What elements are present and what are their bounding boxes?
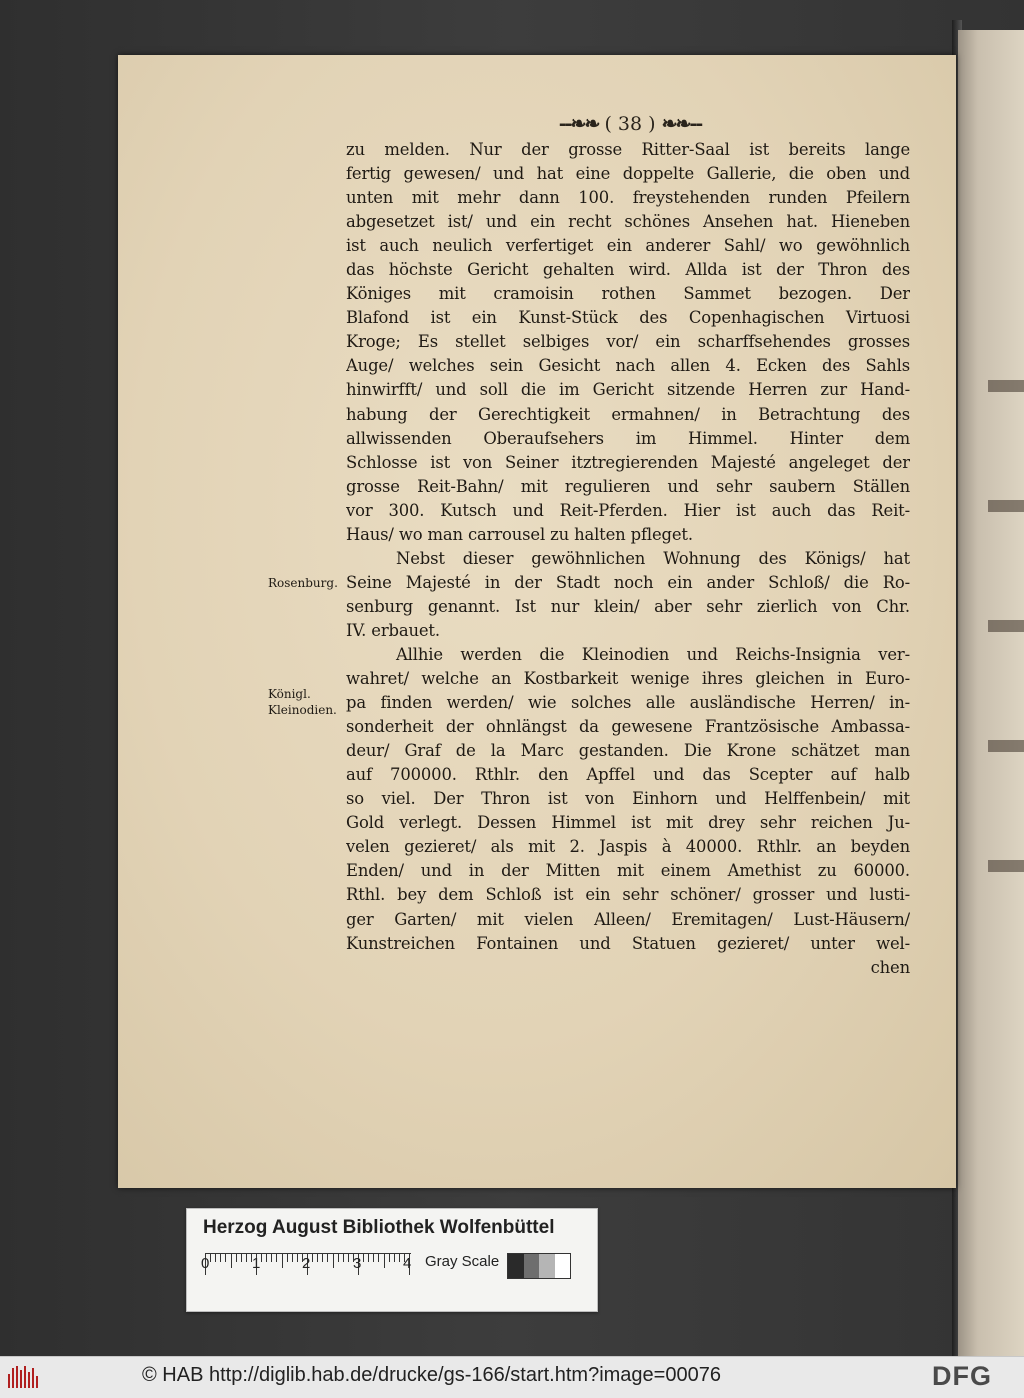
gray-swatch bbox=[555, 1254, 571, 1278]
ruler-tick bbox=[292, 1253, 293, 1262]
text-line: Rthl. bey dem Schloß ist ein sehr schöner/ grosser und lusti- bbox=[346, 885, 910, 905]
text-line: sonderheit der ohnlängst da gewesene Frantzösische Ambassa- bbox=[346, 717, 910, 737]
facing-page-text-fragment bbox=[988, 500, 1024, 526]
ruler-number: 1 bbox=[252, 1255, 261, 1272]
gray-scale-swatches bbox=[507, 1253, 571, 1279]
copyright-url[interactable]: © HAB http://diglib.hab.de/drucke/gs-166/start.htm?image=00076 bbox=[142, 1364, 721, 1386]
text-line: Blafond ist ein Kunst-Stück des Copenhagischen Virtuosi bbox=[346, 308, 910, 328]
margin-note-rosenburg: Rosenburg. bbox=[268, 576, 338, 590]
text-line: allwissenden Oberaufsehers im Himmel. Hinter dem bbox=[346, 428, 910, 448]
ruler-tick bbox=[282, 1253, 283, 1268]
ruler-tick bbox=[389, 1253, 390, 1262]
ruler-tick bbox=[384, 1253, 385, 1268]
text-line: unten mit mehr dann 100. freystehenden runden Pfeilern bbox=[346, 188, 910, 208]
text-line: Kroge; Es stellet selbiges vor/ ein scharffsehendes grosses bbox=[346, 332, 910, 352]
text-line: Kunstreichen Fontainen und Statuen gezieret/ unter wel- bbox=[346, 933, 910, 953]
text-line: pa finden werden/ wie solches alle ausländische Herren/ in- bbox=[346, 693, 910, 713]
ruler-tick bbox=[378, 1253, 379, 1262]
ruler-tick bbox=[236, 1253, 237, 1262]
text-line: grosse Reit-Bahn/ mit regulieren und sehr saubern Ställen bbox=[346, 476, 910, 496]
ruler-tick bbox=[220, 1253, 221, 1262]
margin-note-kleinodien: Kleinodien. bbox=[268, 703, 337, 717]
color-reference-card bbox=[186, 1208, 598, 1312]
library-name: Herzog August Bibliothek Wolfenbüttel bbox=[203, 1217, 555, 1238]
facing-page-text-fragment bbox=[988, 740, 1024, 766]
ruler-tick bbox=[246, 1253, 247, 1262]
text-line: deur/ Graf de la Marc gestanden. Die Krone schätzet man bbox=[346, 741, 910, 761]
gray-swatch bbox=[524, 1254, 540, 1278]
catchword: chen bbox=[870, 957, 910, 977]
ruler-tick bbox=[276, 1253, 277, 1262]
ruler-number: 3 bbox=[353, 1255, 362, 1272]
ruler-tick bbox=[312, 1253, 313, 1262]
gray-scale-label: Gray Scale bbox=[425, 1253, 500, 1270]
text-line: ger Garten/ mit vielen Alleen/ Eremitagen/ Lust-Häusern/ bbox=[346, 909, 910, 929]
ruler-tick bbox=[231, 1253, 232, 1268]
hab-logo-icon bbox=[8, 1366, 42, 1388]
text-line: Seine Majesté in der Stadt noch ein ander Schloß/ die Ro- bbox=[346, 572, 910, 592]
text-line: das höchste Gericht gehalten wird. Allda ist der Thron des bbox=[346, 260, 910, 280]
ruler-tick bbox=[338, 1253, 339, 1262]
ruler-tick bbox=[297, 1253, 298, 1262]
text-line: Schlosse ist von Seiner itztregierenden Majesté angeleget der bbox=[346, 452, 910, 472]
facing-page-text-fragment bbox=[988, 860, 1024, 886]
text-line: auf 700000. Rthlr. den Apffel und das Scepter auf halb bbox=[346, 765, 910, 785]
ruler-tick bbox=[215, 1253, 216, 1262]
page-number: ( 38 ) bbox=[604, 113, 656, 135]
margin-note-koenigl: Königl. bbox=[268, 687, 311, 701]
ruler-tick bbox=[333, 1253, 334, 1268]
text-line: fertig gewesen/ und hat eine doppelte Gallerie, die oben und bbox=[346, 164, 910, 184]
text-line: so viel. Der Thron ist von Einhorn und Helffenbein/ mit bbox=[346, 789, 910, 809]
text-line: Nebst dieser gewöhnlichen Wohnung des Königs/ hat bbox=[396, 548, 910, 568]
ruler-tick bbox=[368, 1253, 369, 1262]
text-line: abgesetzet ist/ und ein recht schönes Ansehen hat. Hieneben bbox=[346, 212, 910, 232]
ruler-number: 4 bbox=[403, 1255, 412, 1272]
gray-swatch bbox=[539, 1254, 555, 1278]
page-header bbox=[540, 113, 720, 139]
body-text bbox=[346, 138, 910, 980]
facing-page-text-fragment bbox=[988, 380, 1024, 406]
text-line: zu melden. Nur der grosse Ritter-Saal ist bereits lange bbox=[346, 140, 910, 159]
text-line: Auge/ welches sein Gesicht nach allen 4. Ecken des Sahls bbox=[346, 356, 910, 376]
ruler-tick bbox=[271, 1253, 272, 1262]
text-line: wahret/ welche an Kostbarkeit wenige ihres gleichen in Euro- bbox=[346, 669, 910, 689]
ruler-tick bbox=[261, 1253, 262, 1262]
ruler-tick bbox=[322, 1253, 323, 1262]
facing-page-edge bbox=[958, 30, 1024, 1356]
text-line: Königes mit cramoisin rothen Sammet bezogen. Der bbox=[346, 284, 910, 304]
text-line: Haus/ wo man carrousel zu halten pfleget. bbox=[346, 524, 693, 544]
footer-bar bbox=[0, 1356, 1024, 1398]
ruler-tick bbox=[399, 1253, 400, 1262]
ruler-number: 2 bbox=[302, 1255, 311, 1272]
ruler-tick bbox=[343, 1253, 344, 1262]
text-line: senburg genannt. Ist nur klein/ aber sehr zierlich von Chr. bbox=[346, 596, 910, 616]
ruler-tick bbox=[225, 1253, 226, 1262]
ruler-tick bbox=[317, 1253, 318, 1262]
dfg-logo: DFG bbox=[932, 1361, 992, 1391]
text-line: habung der Gerechtigkeit ermahnen/ in Betrachtung des bbox=[346, 404, 910, 424]
facing-page-text-fragment bbox=[988, 620, 1024, 646]
text-line: Allhie werden die Kleinodien und Reichs-Insignia ver- bbox=[396, 644, 910, 664]
text-line: hinwirfft/ und soll die im Gericht sitzende Herren zur Hand- bbox=[346, 380, 910, 400]
ruler-tick bbox=[266, 1253, 267, 1262]
gray-swatch bbox=[508, 1254, 524, 1278]
ruler-number: 0 bbox=[201, 1255, 210, 1272]
text-line: vor 300. Kutsch und Reit-Pferden. Hier ist auch das Reit- bbox=[346, 500, 910, 520]
ruler-tick bbox=[241, 1253, 242, 1262]
ruler-tick bbox=[394, 1253, 395, 1262]
ruler-tick bbox=[363, 1253, 364, 1262]
header-ornament-right: ❧❧-- bbox=[661, 113, 702, 135]
text-line: velen gezieret/ als mit 2. Jaspis à 40000. Rthlr. an beyden bbox=[346, 837, 910, 857]
ruler-tick bbox=[210, 1253, 211, 1262]
ruler-tick bbox=[287, 1253, 288, 1262]
text-line: IV. erbauet. bbox=[346, 620, 440, 640]
ruler-tick bbox=[373, 1253, 374, 1262]
ruler-tick bbox=[348, 1253, 349, 1262]
text-line: Gold verlegt. Dessen Himmel ist mit drey sehr reichen Ju- bbox=[346, 813, 910, 833]
ruler-tick bbox=[327, 1253, 328, 1262]
text-line: Enden/ und in der Mitten mit einem Amethist zu 60000. bbox=[346, 861, 910, 881]
header-ornament-left: --❧❧ bbox=[558, 113, 599, 135]
text-line: ist auch neulich verfertiget ein anderer Sahl/ wo gewöhnlich bbox=[346, 236, 910, 256]
